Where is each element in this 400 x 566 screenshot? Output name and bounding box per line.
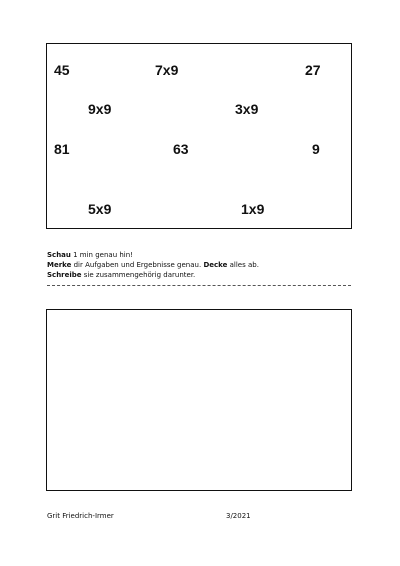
instruction-3-text: sie zusammengehörig darunter.	[81, 271, 196, 279]
card-item-63: 63	[173, 141, 189, 157]
footer-author: Grit Friedrich-Irmer	[47, 512, 114, 520]
instruction-line-1	[47, 251, 133, 260]
card-item-7x9: 7x9	[155, 62, 179, 78]
card-item-5x9: 5x9	[88, 201, 112, 217]
instruction-2-text: dir Aufgaben und Ergebnisse genau.	[71, 261, 204, 269]
answer-box[interactable]	[46, 309, 352, 491]
card-item-81: 81	[54, 141, 70, 157]
card-item-9x9: 9x9	[88, 101, 112, 117]
memory-card	[46, 43, 352, 229]
card-item-27: 27	[305, 62, 321, 78]
instruction-line-2	[47, 261, 259, 270]
instruction-2-keyword-2: Decke	[203, 261, 228, 269]
dashed-divider	[47, 285, 351, 286]
instruction-line-3	[47, 271, 195, 280]
instruction-3-keyword: Schreibe	[47, 271, 82, 279]
instruction-2-keyword: Merke	[47, 261, 72, 269]
card-item-1x9: 1x9	[241, 201, 265, 217]
instruction-1-keyword: Schau	[47, 251, 71, 259]
instruction-1-text: 1 min genau hin!	[70, 251, 133, 259]
card-item-9: 9	[312, 141, 320, 157]
instruction-2-text-2: alles ab.	[227, 261, 259, 269]
card-item-3x9: 3x9	[235, 101, 259, 117]
card-item-45: 45	[54, 62, 70, 78]
footer-date: 3/2021	[226, 512, 251, 520]
